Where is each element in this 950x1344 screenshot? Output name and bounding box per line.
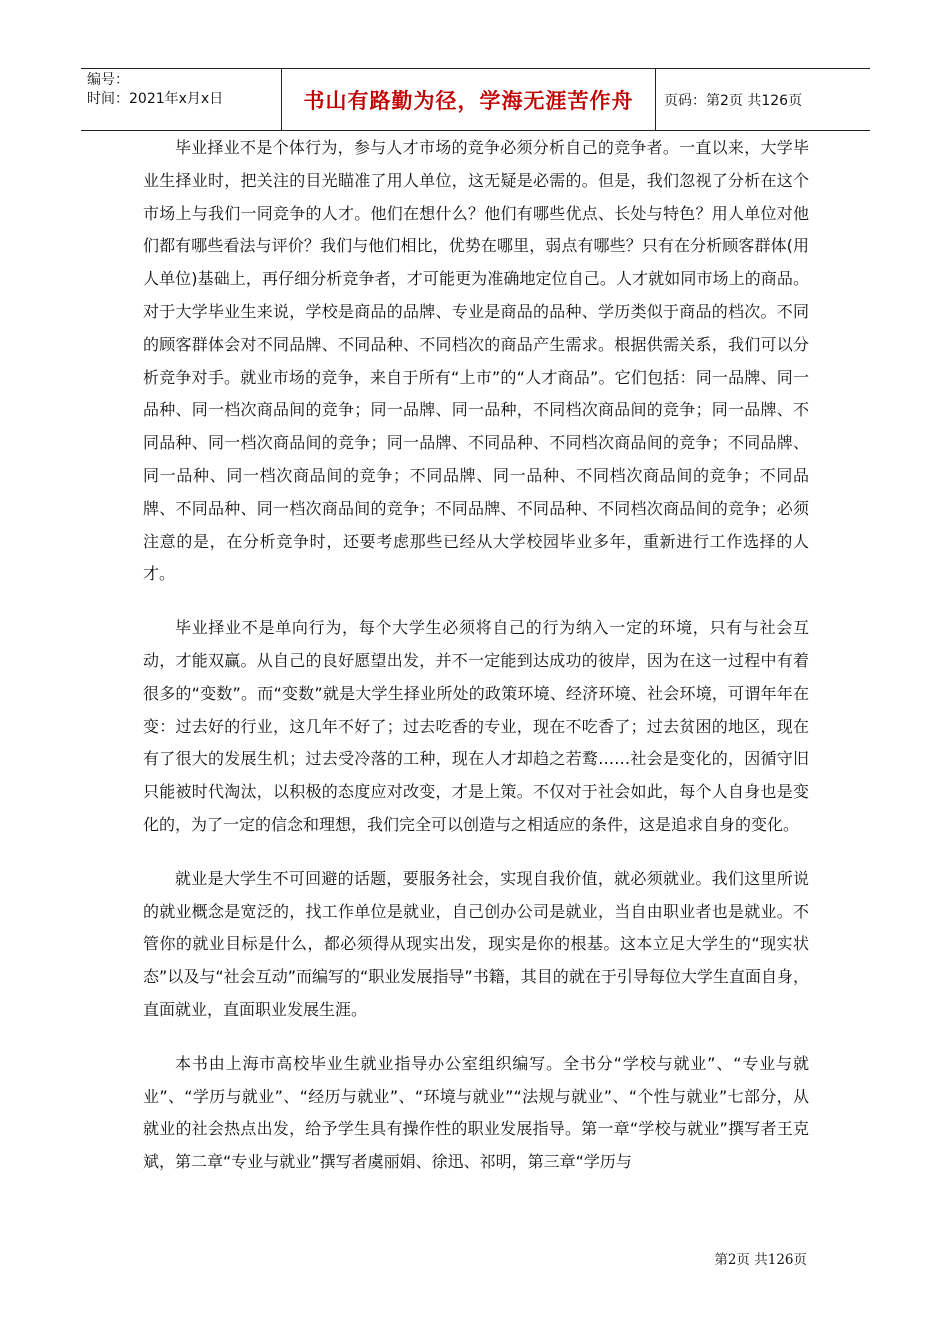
paragraph-2: 毕业择业不是单向行为，每个大学生必须将自己的行为纳入一定的环境，只有与社会互动，才能双赢。从自己的良好愿望出发，并不一定能到达成功的彼岸，因为在这一过程中有着很多的“变数”。而“变数”就是大学生择业所处的政策环境、经济环境、社会环境，可谓年年在变：过去好的行业，这几年不好了；过去吃香的专业，现在不吃香了；过去贫困的地区，现在有了很大的发展生机；过去受冷落的工种，现在人才却趋之若鹜……社会是变化的，因循守旧只能被时代淘汰，以积极的态度应对改变，才是上策。不仅对于社会如此，每个人自身也是变化的，为了一定的信念和理想，我们完全可以创造与之相适应的条件，这是追求自身的变化。 xyxy=(143,618,809,834)
document-body xyxy=(143,132,809,1200)
header-page-label: 页码：第2页 共126页 xyxy=(664,92,803,109)
header-motto: 书山有路勤为径，学海无涯苦作舟 xyxy=(282,69,656,130)
paragraph-1: 毕业择业不是个体行为，参与人才市场的竞争必须分析自己的竞争者。一直以来，大学毕业生择业时，把关注的目光瞄准了用人单位，这无疑是必需的。但是，我们忽视了分析在这个市场上与我们一同竞争的人才。他们在想什么？他们有哪些优点、长处与特色？用人单位对他们都有哪些看法与评价？我们与他们相比，优势在哪里，弱点有哪些？只有在分析顾客群体(用人单位)基础上，再仔细分析竞争者，才可能更为准确地定位自己。人才就如同市场上的商品。对于大学毕业生来说，学校是商品的品牌、专业是商品的品种、学历类似于商品的档次。不同的顾客群体会对不同品牌、不同品种、不同档次的商品产生需求。根据供需关系，我们可以分析竞争对手。就业市场的竞争，来自于所有“上市”的“人才商品”。它们包括：同一品牌、同一品种、同一档次商品间的竞争；同一品牌、同一品种，不同档次商品间的竞争；同一品牌、不同品种、同一档次商品间的竞争；同一品牌、不同品种、不同档次商品间的竞争；不同品牌、同一品种、同一档次商品间的竞争；不同品牌、同一品种、不同档次商品间的竞争；不同品牌、不同品种、同一档次商品间的竞争；不同品牌、不同品种、不同档次商品间的竞争；必须注意的是，在分析竞争时，还要考虑那些已经从大学校园毕业多年，重新进行工作选择的人才。 xyxy=(143,138,809,584)
header-meta xyxy=(81,69,282,130)
page-footer: 第2页 共126页 xyxy=(714,1252,807,1268)
date-label: 时间：2021年x月x日 xyxy=(87,91,224,107)
number-label: 编号： xyxy=(87,72,129,88)
paragraph-4: 本书由上海市高校毕业生就业指导办公室组织编写。全书分“学校与就业”、“专业与就业”、“学历与就业”、“经历与就业”、“环境与就业”“法规与就业”、“个性与就业”七部分，从就业的社会热点出发，给予学生具有操作性的职业发展指导。第一章“学校与就业”撰写者王克斌，第二章“专业与就业”撰写者虞丽娟、徐迅、祁明，第三章“学历与 xyxy=(143,1053,809,1172)
paragraph-3: 就业是大学生不可回避的话题，要服务社会，实现自我价值，就必须就业。我们这里所说的就业概念是宽泛的，找工作单位是就业，自己创办公司是就业，当自由职业者也是就业。不管你的就业目标是什么，都必须得从现实出发，现实是你的根基。这本立足大学生的“现实状态”以及与“社会互动”而编写的“职业发展指导”书籍，其目的就在于引导每位大学生直面自身，直面就业，直面职业发展生涯。 xyxy=(143,868,809,1019)
page-header xyxy=(81,68,870,131)
